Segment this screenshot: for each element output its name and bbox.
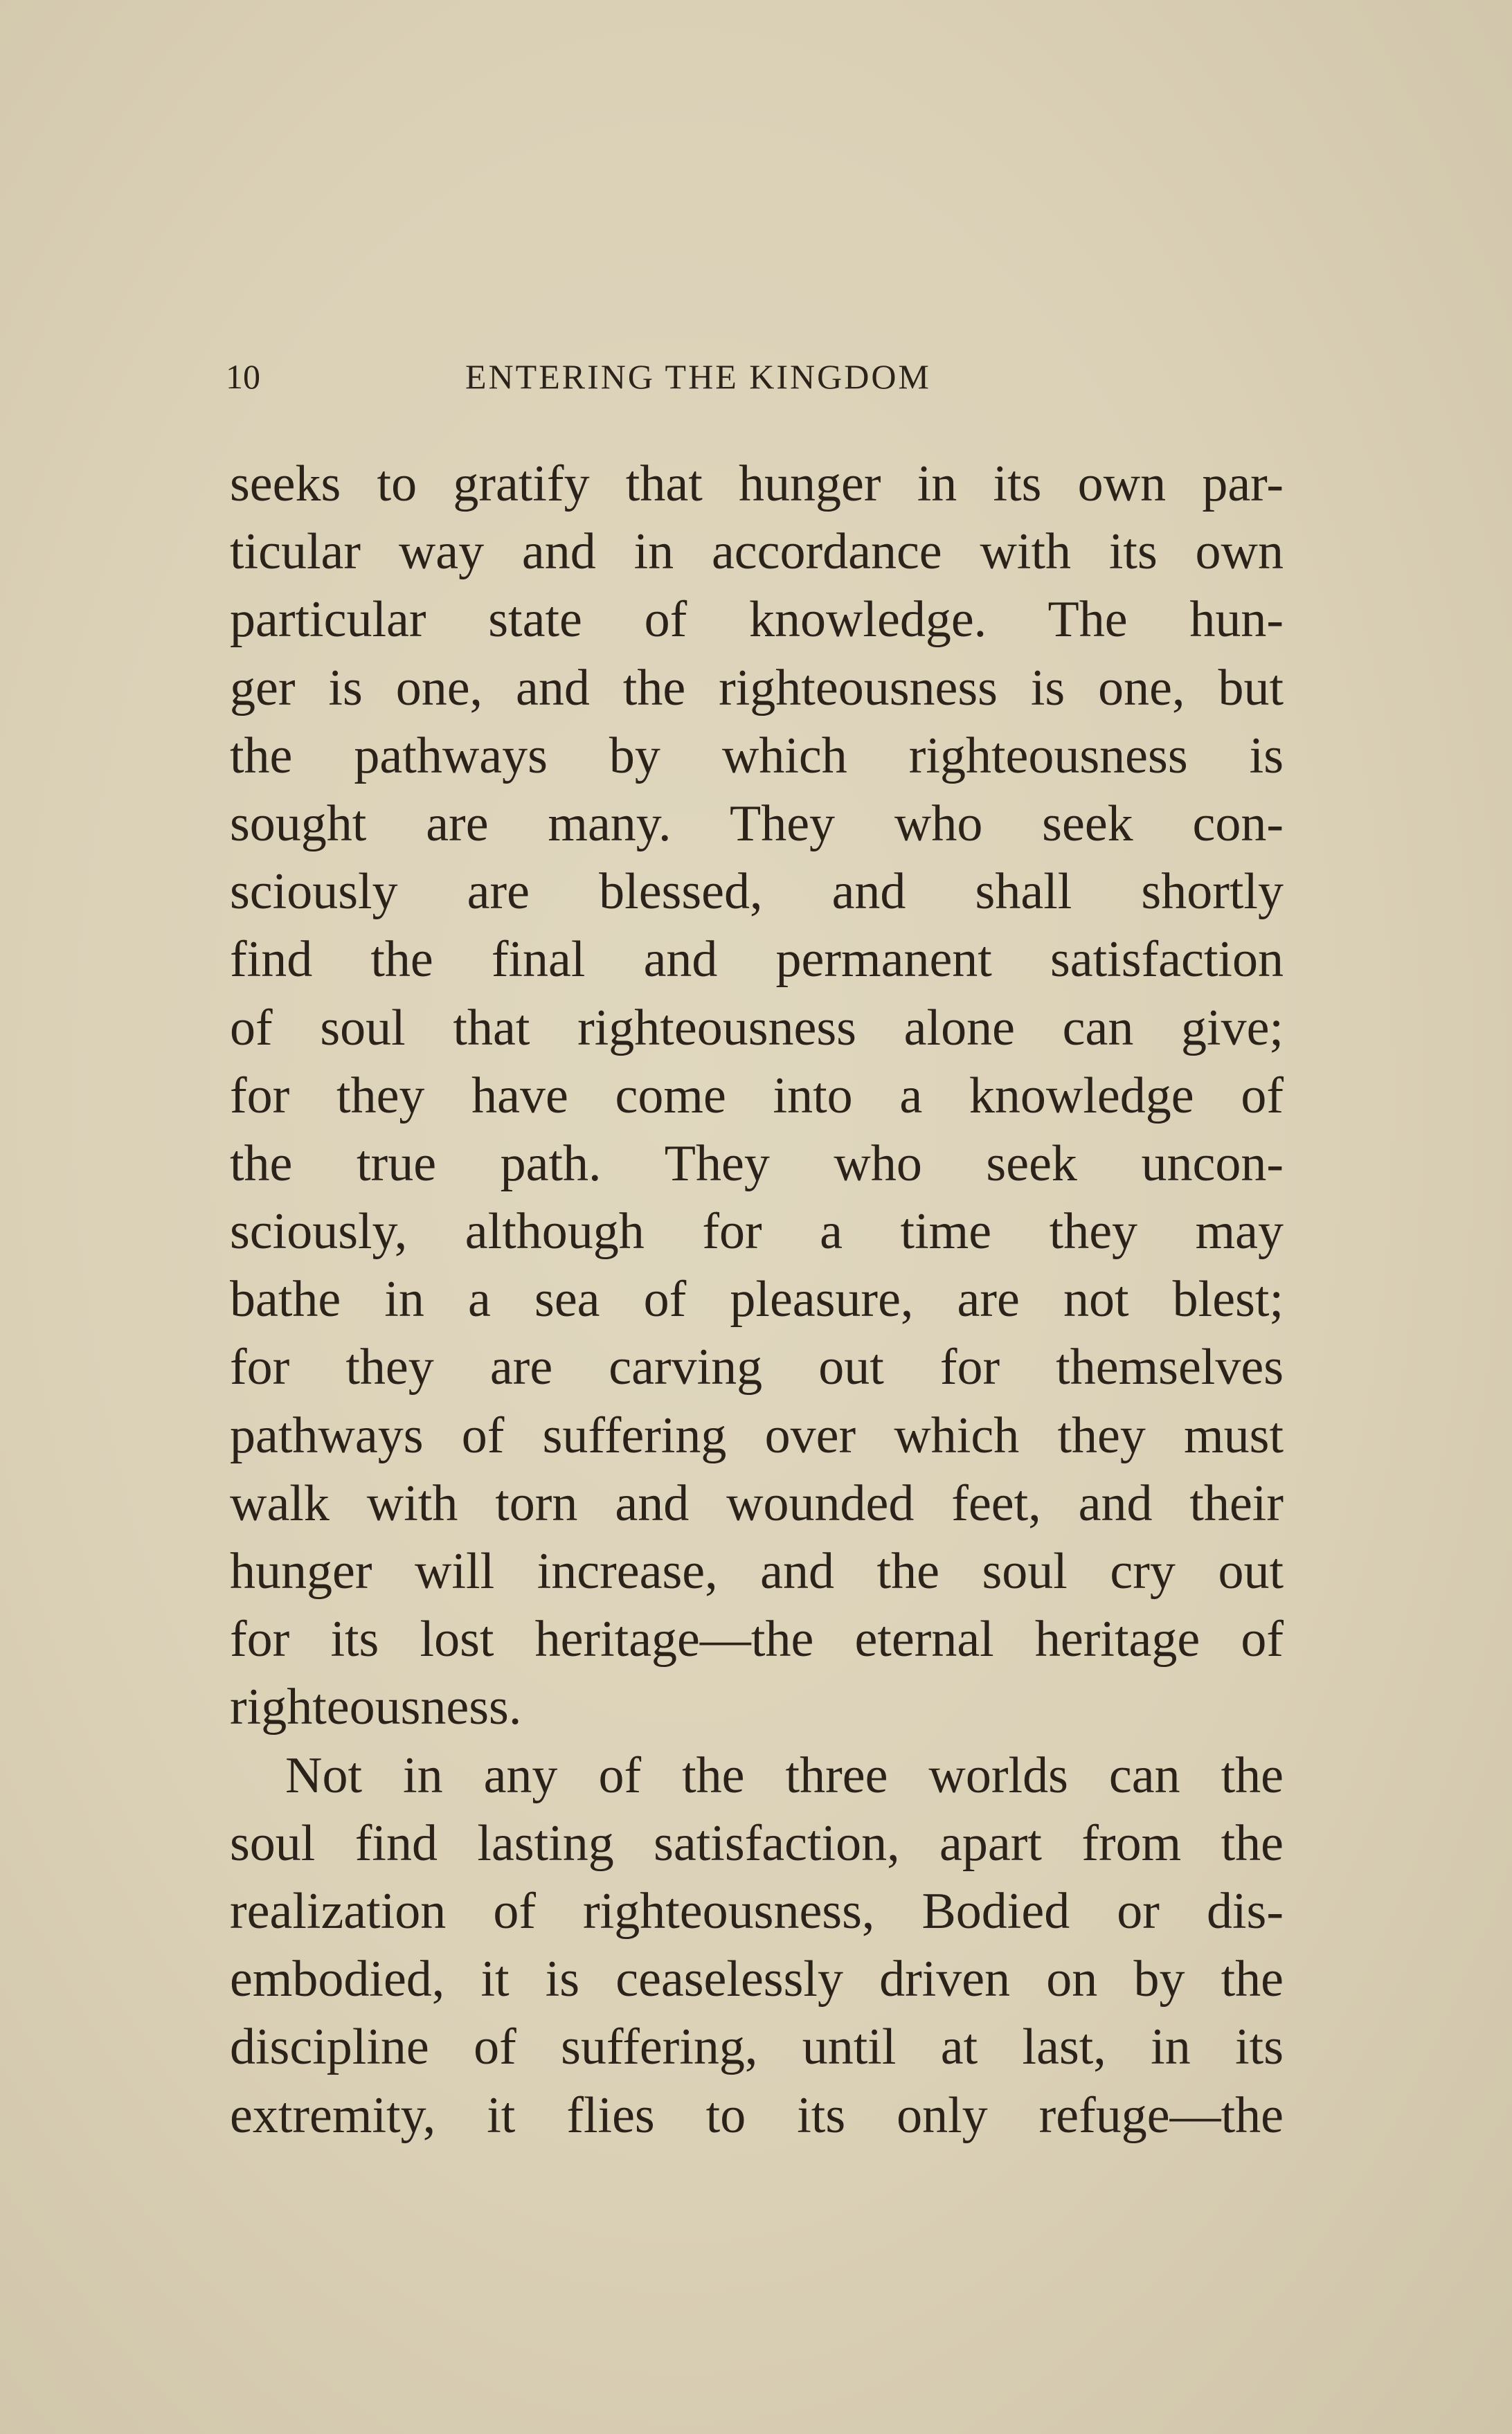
text-line: for its lost heritage—the eternal heritage of <box>230 1611 1284 1668</box>
body-text <box>230 450 1284 2149</box>
text-line: sought are many. They who seek con- <box>230 795 1284 852</box>
text-line: hunger will increase, and the soul cry out <box>230 1543 1284 1600</box>
text-line: for they have come into a knowledge of <box>230 1067 1284 1124</box>
running-header <box>226 357 1056 398</box>
text-line: sciously, although for a time they may <box>230 1203 1284 1261</box>
text-line: particular state of knowledge. The hun- <box>230 591 1284 649</box>
text-line: righteousness. <box>230 1679 522 1736</box>
text-line: realization of righteousness, Bodied or dis- <box>230 1882 1284 1940</box>
text-line: discipline of suffering, until at last, in its <box>230 2019 1284 2076</box>
text-line: Not in any of the three worlds can the <box>285 1747 1284 1804</box>
text-line: the pathways by which righteousness is <box>230 727 1284 784</box>
text-line: embodied, it is ceaselessly driven on by the <box>230 1951 1284 2008</box>
text-line: soul find lasting satisfaction, apart from the <box>230 1814 1284 1872</box>
page-number: 10 <box>226 357 260 396</box>
text-line: extremity, it flies to its only refuge—the <box>230 2086 1284 2144</box>
text-line: bathe in a sea of pleasure, are not blest; <box>230 1271 1284 1328</box>
text-line: ger is one, and the righteousness is one, but <box>230 659 1284 716</box>
running-title: ENTERING THE KINGDOM <box>465 357 931 396</box>
text-line: ticular way and in accordance with its own <box>230 523 1284 581</box>
text-line: find the final and permanent satisfaction <box>230 931 1284 989</box>
text-line: sciously are blessed, and shall shortly <box>230 863 1284 921</box>
text-line: pathways of suffering over which they must <box>230 1407 1284 1464</box>
text-line: of soul that righteousness alone can give; <box>230 999 1284 1056</box>
text-line: the true path. They who seek uncon- <box>230 1135 1284 1192</box>
text-line: for they are carving out for themselves <box>230 1339 1284 1396</box>
text-line: walk with torn and wounded feet, and their <box>230 1475 1284 1532</box>
text-line: seeks to gratify that hunger in its own par- <box>230 456 1284 512</box>
